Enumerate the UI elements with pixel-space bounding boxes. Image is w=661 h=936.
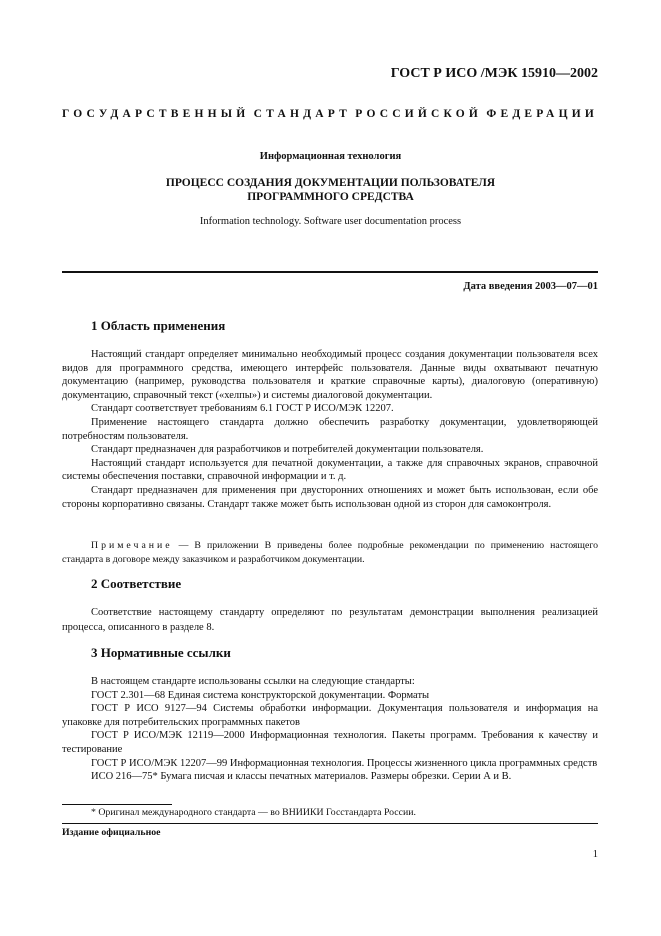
reference-item: ГОСТ Р ИСО/МЭК 12207—99 Информационная технология. Процессы жизненного цикла программных средств bbox=[91, 757, 598, 769]
paragraph: Соответствие настоящему стандарту определяют по результатам демонстрации выполнения реализацией процесса, описанного в разделе 8. bbox=[62, 607, 598, 633]
header-word: ГОСУДАРСТВЕННЫЙ bbox=[62, 108, 250, 120]
section-heading-scope: 1 Область применения bbox=[91, 318, 226, 333]
document-subject: Информационная технология bbox=[259, 151, 402, 162]
document-title bbox=[0, 176, 661, 204]
header-word: РОССИЙСКОЙ bbox=[355, 108, 483, 120]
note-label: Примечание bbox=[91, 540, 173, 551]
note-text: — В приложении В приведены более подробные рекомендации по применению настоящего стандарта в договоре между заказчиком и разработчиком документации. bbox=[62, 540, 598, 565]
title-divider bbox=[62, 271, 598, 273]
page-number: 1 bbox=[592, 849, 598, 860]
section-body-conformance bbox=[62, 605, 598, 635]
section-heading-references: 3 Нормативные ссылки bbox=[91, 645, 231, 660]
paragraph: Стандарт предназначен для разработчиков и потребителей документации пользователя. bbox=[91, 444, 484, 456]
paragraph: Стандарт предназначен для применения при двусторонних отношениях и может быть использован, если обе стороны корпоративно связаны. Стандарт также может быть использован одной из сторон для самоконтроля. bbox=[62, 484, 598, 510]
header-word: СТАНДАРТ bbox=[253, 108, 351, 120]
reference-item: ГОСТ 2.301—68 Единая система конструкторской документации. Форматы bbox=[91, 689, 430, 701]
paragraph: Настоящий стандарт используется для печатной документации, а также для справочных экранов, справочной системы обеспечения поставки, справочной информации и т. д. bbox=[62, 457, 598, 483]
document-title-english: Information technology. Software user documentation process bbox=[199, 216, 462, 227]
footnote: * Оригинал международного стандарта — во ВНИИКИ Госстандарта России. bbox=[91, 807, 416, 818]
note-block bbox=[62, 539, 598, 566]
section-body-references bbox=[62, 675, 598, 784]
footnote-divider bbox=[62, 804, 172, 805]
section-body-scope bbox=[62, 348, 598, 511]
reference-item: ГОСТ Р ИСО/МЭК 12119—2000 Информационная технология. Пакеты программ. Требования к качеству и тестирование bbox=[62, 730, 598, 755]
reference-item: ГОСТ Р ИСО 9127—94 Системы обработки информации. Документация пользователя и информация на упаковке для потребительских программных пакетов bbox=[62, 703, 598, 728]
paragraph: Стандарт соответствует требованиям 6.1 ГОСТ Р ИСО/МЭК 12207. bbox=[91, 403, 394, 415]
reference-item: ИСО 216—75* Бумага писчая и классы печатных материалов. Размеры обрезки. Серии А и В. bbox=[91, 771, 512, 783]
title-line: ПРОЦЕСС СОЗДАНИЯ ДОКУМЕНТАЦИИ ПОЛЬЗОВАТЕЛЯ bbox=[165, 177, 496, 189]
edition-divider bbox=[62, 823, 598, 824]
state-standard-header bbox=[62, 108, 598, 120]
document-code: ГОСТ Р ИСО /МЭК 15910—2002 bbox=[390, 66, 598, 81]
paragraph: Применение настоящего стандарта должно обеспечить разработку документации, удовлетворяющей потребностям пользователя. bbox=[62, 416, 598, 442]
title-line: ПРОГРАММНОГО СРЕДСТВА bbox=[247, 191, 414, 203]
note bbox=[62, 539, 598, 566]
header-word: ФЕДЕРАЦИИ bbox=[486, 108, 598, 120]
edition-label: Издание официальное bbox=[62, 827, 161, 838]
paragraph: В настоящем стандарте использованы ссылки на следующие стандарты: bbox=[91, 676, 415, 687]
section-heading-conformance: 2 Соответствие bbox=[91, 576, 182, 591]
introduction-date: Дата введения 2003—07—01 bbox=[463, 281, 598, 292]
paragraph: Настоящий стандарт определяет минимально необходимый процесс создания документации пользователя всех видов для программного средства, имеющего интерфейс пользователя. Данные виды охватывают печатную документацию (например, руководства пользователя и краткие справочные карты), диалоговую (оперативную) документацию, справочный текст («хелпы») и системы диалоговой документации. bbox=[62, 349, 598, 401]
